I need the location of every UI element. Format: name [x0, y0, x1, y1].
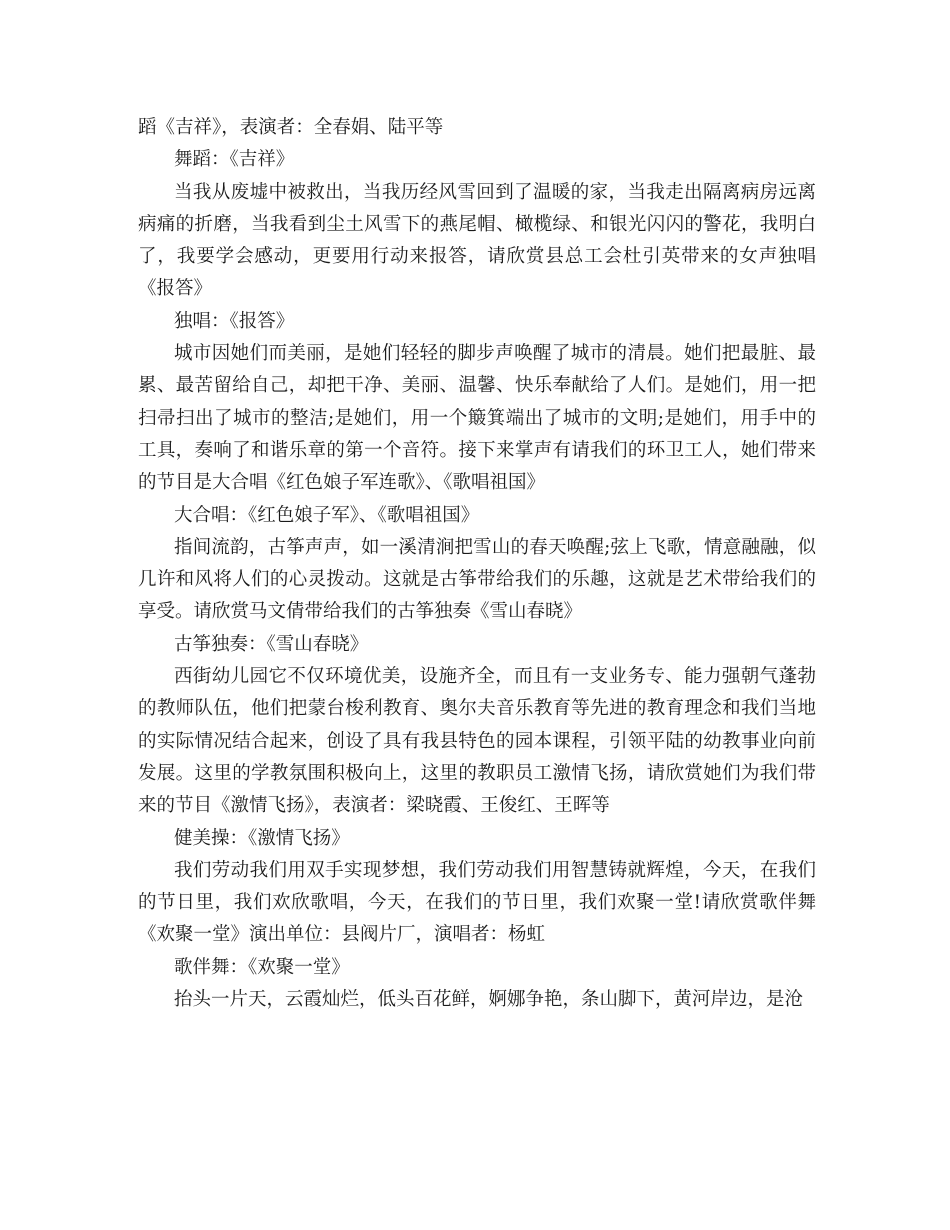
- paragraph-intro-guzheng: 指间流韵，古筝声声，如一溪清涧把雪山的春天唤醒;弦上飞歌，情意融融，似几许和风将人们的心灵拨动。这就是古筝带给我们的乐趣，这就是艺术带给我们的享受。请欣赏马文倩带给我们的古筝独奏《雪山春晓》: [138, 536, 816, 623]
- paragraph-intro-aerobics: 西街幼儿园它不仅环境优美，设施齐全，而且有一支业务专、能力强朝气蓬勃的教师队伍，他们把蒙台梭利教育、奥尔夫音乐教育等先进的教育理念和我们当地的实际情况结合起来，创设了具有我县特色的园本课程，引领平陆的幼教事业向前发展。这里的学教氛围积极向上，这里的教职员工激情飞扬，请欣赏她们为我们带来的节目《激情飞扬》，表演者：梁晓霞、王俊红、王晖等: [138, 666, 816, 817]
- program-title-dance: 舞蹈：《吉祥》: [174, 149, 295, 171]
- program-title-guzheng: 古筝独奏：《雪山春晓》: [174, 633, 369, 655]
- program-title-chorus: 大合唱：《红色娘子军》、《歌唱祖国》: [174, 504, 480, 526]
- program-title-song-dance: 歌伴舞：《欢聚一堂》: [174, 956, 350, 978]
- paragraph-continuation: 蹈《吉祥》，表演者：全春娟、陆平等: [138, 117, 444, 138]
- paragraph-intro-next: 抬头一片天，云霞灿烂，低头百花鲜，婀娜争艳，条山脚下，黄河岸边，是沧: [174, 989, 804, 1011]
- paragraph-intro-song-dance: 我们劳动我们用双手实现梦想，我们劳动我们用智慧铸就辉煌，今天，在我们的节日里，我们欢欣歌唱，今天，在我们的节日里，我们欢聚一堂!请欣赏歌伴舞《欢聚一堂》演出单位：县阀片厂，演唱者：杨虹: [138, 859, 816, 946]
- program-title-aerobics: 健美操：《激情飞扬》: [174, 827, 350, 849]
- paragraph-intro-solo: 当我从废墟中被救出，当我历经风雪回到了温暖的家，当我走出隔离病房远离病痛的折磨，当我看到尘土风雪下的燕尾帽、橄榄绿、和银光闪闪的警花，我明白了，我要学会感动，更要用行动来报答，请欣赏县总工会杜引英带来的女声独唱《报答》: [138, 181, 816, 300]
- program-title-solo: 独唱：《报答》: [174, 310, 295, 332]
- document-page: [138, 112, 816, 1016]
- paragraph-intro-chorus: 城市因她们而美丽，是她们轻轻的脚步声唤醒了城市的清晨。她们把最脏、最累、最苦留给自己，却把干净、美丽、温馨、快乐奉献给了人们。是她们，用一把扫帚扫出了城市的整洁;是她们，用一个簸箕端出了城市的文明;是她们，用手中的工具，奏响了和谐乐章的第一个音符。接下来掌声有请我们的环卫工人，她们带来的节目是大合唱《红色娘子军连歌》、《歌唱祖国》: [138, 343, 816, 494]
